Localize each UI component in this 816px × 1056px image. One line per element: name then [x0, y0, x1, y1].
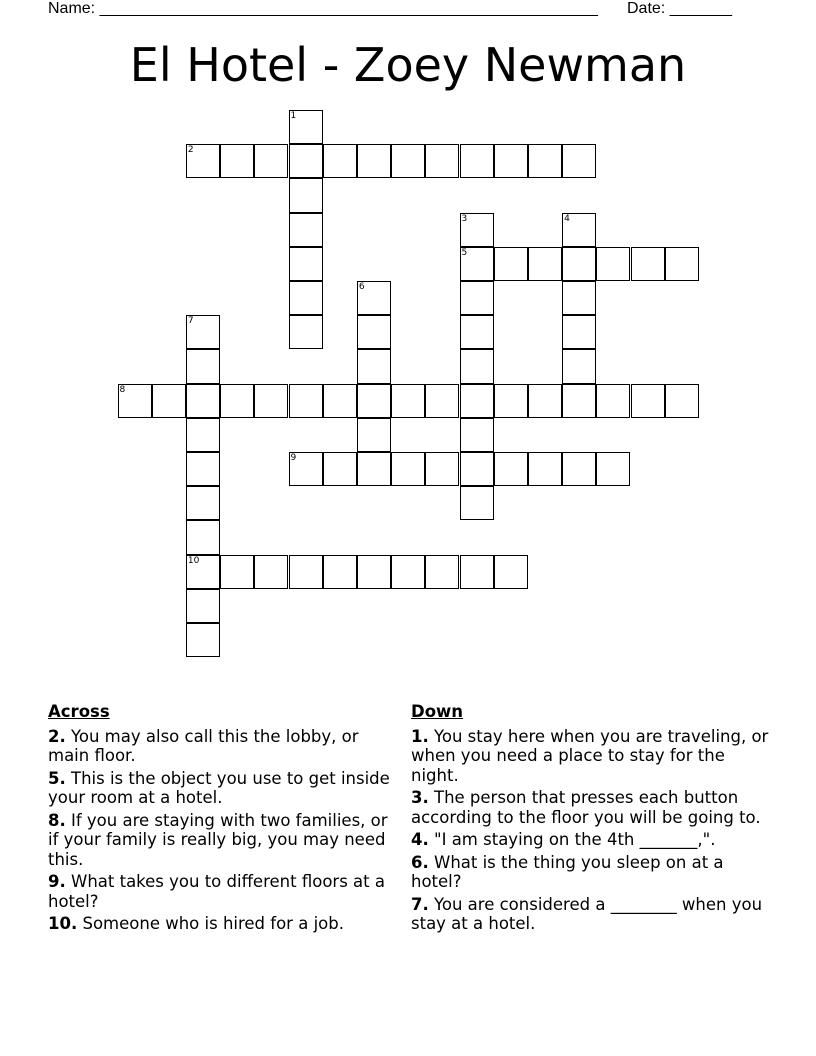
crossword-cell[interactable] — [460, 247, 494, 281]
crossword-cell[interactable] — [186, 418, 220, 452]
crossword-cell[interactable] — [528, 452, 562, 486]
crossword-cell[interactable] — [186, 589, 220, 623]
cell-number: 4 — [564, 213, 570, 224]
crossword-cell[interactable] — [391, 555, 425, 589]
down-clue — [411, 853, 771, 892]
across-clue — [48, 811, 398, 870]
clue-text: You may also call this the lobby, or main floor. — [48, 726, 359, 765]
name-field-label: Name: ________________________________________________________ — [48, 0, 598, 17]
clue-number: 10. — [48, 914, 78, 933]
down-clue — [411, 788, 771, 827]
crossword-cell[interactable] — [562, 247, 596, 281]
cell-number: 7 — [187, 316, 194, 327]
crossword-cell[interactable] — [186, 555, 220, 589]
clue-number: 1. — [411, 726, 429, 746]
crossword-cell[interactable] — [323, 452, 357, 486]
crossword-cell[interactable] — [289, 213, 323, 247]
clue-text: You are considered a ________ when you stay at a hotel. — [411, 894, 763, 933]
down-clue — [411, 895, 771, 934]
crossword-cell[interactable] — [460, 213, 494, 247]
crossword-cell[interactable] — [289, 144, 323, 178]
crossword-cell[interactable] — [289, 555, 323, 589]
crossword-cell[interactable] — [186, 452, 220, 486]
crossword-cell[interactable] — [460, 281, 494, 315]
cell-number: 3 — [461, 213, 468, 224]
crossword-cell[interactable] — [289, 452, 323, 486]
clue-text: What is the thing you sleep on at a hotel? — [411, 852, 724, 891]
cell-number: 10 — [187, 555, 200, 566]
crossword-cell[interactable] — [152, 384, 186, 418]
down-clue — [411, 727, 771, 786]
crossword-cell[interactable] — [118, 384, 152, 418]
across-heading: Across — [48, 702, 110, 721]
clue-text: You stay here when you are traveling, or when you need a place to stay for the night. — [411, 726, 769, 785]
across-clue — [48, 769, 398, 808]
crossword-cell[interactable] — [528, 144, 562, 178]
date-field-label: Date: _______ — [627, 0, 732, 17]
cell-number: 5 — [461, 247, 468, 258]
crossword-cell[interactable] — [460, 349, 494, 383]
cell-number: 9 — [290, 453, 297, 463]
crossword-cell[interactable] — [254, 144, 288, 178]
across-clues — [48, 702, 398, 937]
crossword-cell[interactable] — [562, 144, 596, 178]
crossword-cell[interactable] — [357, 555, 391, 589]
crossword-cell[interactable] — [289, 281, 323, 315]
crossword-cell[interactable] — [391, 144, 425, 178]
crossword-cell[interactable] — [631, 247, 665, 281]
crossword-cell[interactable] — [186, 486, 220, 520]
crossword-cell[interactable] — [357, 281, 391, 315]
crossword-cell[interactable] — [186, 520, 220, 554]
crossword-cell[interactable] — [596, 247, 630, 281]
down-clues — [411, 702, 771, 937]
crossword-cell[interactable] — [220, 144, 254, 178]
crossword-cell[interactable] — [186, 349, 220, 383]
crossword-cell[interactable] — [391, 384, 425, 418]
crossword-cell[interactable] — [494, 247, 528, 281]
crossword-cell[interactable] — [631, 384, 665, 418]
crossword-cell[interactable] — [562, 349, 596, 383]
crossword-cell[interactable] — [665, 247, 699, 281]
crossword-cell[interactable] — [494, 555, 528, 589]
crossword-cell[interactable] — [220, 384, 254, 418]
crossword-cell[interactable] — [596, 452, 630, 486]
crossword-cell[interactable] — [562, 384, 596, 418]
crossword-cell[interactable] — [494, 144, 528, 178]
crossword-cell[interactable] — [323, 555, 357, 589]
crossword-cell[interactable] — [425, 144, 459, 178]
clue-text: If you are staying with two families, or if your family is really big, you may need this. — [48, 810, 388, 869]
clue-number: 7. — [411, 894, 429, 914]
crossword-cell[interactable] — [460, 452, 494, 486]
crossword-cell[interactable] — [391, 452, 425, 486]
clue-text: Someone who is hired for a job. — [82, 914, 344, 933]
crossword-cell[interactable] — [528, 247, 562, 281]
crossword-cell[interactable] — [289, 247, 323, 281]
crossword-cell[interactable] — [460, 315, 494, 349]
page-title: El Hotel - Zoey Newman — [129, 38, 687, 92]
crossword-cell[interactable] — [289, 178, 323, 212]
clue-number: 2. — [48, 726, 66, 746]
crossword-cell[interactable] — [289, 384, 323, 418]
down-heading: Down — [411, 702, 464, 721]
down-clue — [411, 830, 771, 850]
crossword-cell[interactable] — [460, 418, 494, 452]
crossword-cell[interactable] — [494, 452, 528, 486]
crossword-cell[interactable] — [460, 486, 494, 520]
clue-number: 3. — [411, 788, 429, 807]
crossword-cell[interactable] — [460, 555, 494, 589]
clue-text: "I am staying on the 4th _______,". — [434, 830, 716, 849]
cell-number: 8 — [119, 384, 126, 395]
crossword-cell[interactable] — [562, 213, 596, 247]
crossword-cell[interactable] — [323, 384, 357, 418]
crossword-cell[interactable] — [357, 315, 391, 349]
clue-number: 4. — [411, 830, 429, 849]
crossword-cell[interactable] — [596, 384, 630, 418]
crossword-cell[interactable] — [528, 384, 562, 418]
cell-number: 2 — [187, 145, 194, 156]
crossword-cell[interactable] — [357, 349, 391, 383]
crossword-cell[interactable] — [562, 315, 596, 349]
across-clue — [48, 914, 398, 934]
crossword-cell[interactable] — [186, 384, 220, 418]
crossword-cell[interactable] — [357, 452, 391, 486]
crossword-cell[interactable] — [357, 418, 391, 452]
crossword-cell[interactable] — [425, 555, 459, 589]
crossword-cell[interactable] — [254, 555, 288, 589]
clue-number: 6. — [411, 852, 429, 872]
clue-text: What takes you to different floors at a hotel? — [48, 872, 385, 911]
crossword-cell[interactable] — [186, 315, 220, 349]
across-clue — [48, 727, 398, 766]
crossword-cell[interactable] — [289, 315, 323, 349]
clue-text: The person that presses each button according to the floor you will be going to. — [411, 788, 761, 827]
crossword-cell[interactable] — [460, 384, 494, 418]
crossword-cell[interactable] — [289, 110, 323, 144]
crossword-cell[interactable] — [357, 384, 391, 418]
cell-number: 1 — [290, 111, 297, 121]
clue-number: 9. — [48, 872, 66, 891]
crossword-cell[interactable] — [220, 555, 254, 589]
crossword-cell[interactable] — [425, 452, 459, 486]
clue-text: This is the object you use to get inside your room at a hotel. — [48, 768, 390, 807]
clue-number: 5. — [48, 768, 66, 788]
crossword-cell[interactable] — [186, 144, 220, 178]
crossword-cell[interactable] — [460, 144, 494, 178]
crossword-cell[interactable] — [494, 384, 528, 418]
crossword-cell[interactable] — [562, 281, 596, 315]
crossword-cell[interactable] — [425, 384, 459, 418]
crossword-cell[interactable] — [357, 144, 391, 178]
cell-number: 6 — [358, 282, 365, 292]
crossword-cell[interactable] — [665, 384, 699, 418]
crossword-cell[interactable] — [186, 623, 220, 657]
crossword-cell[interactable] — [323, 144, 357, 178]
crossword-cell[interactable] — [562, 452, 596, 486]
crossword-cell[interactable] — [254, 384, 288, 418]
clue-number: 8. — [48, 810, 66, 830]
across-clue — [48, 872, 398, 911]
